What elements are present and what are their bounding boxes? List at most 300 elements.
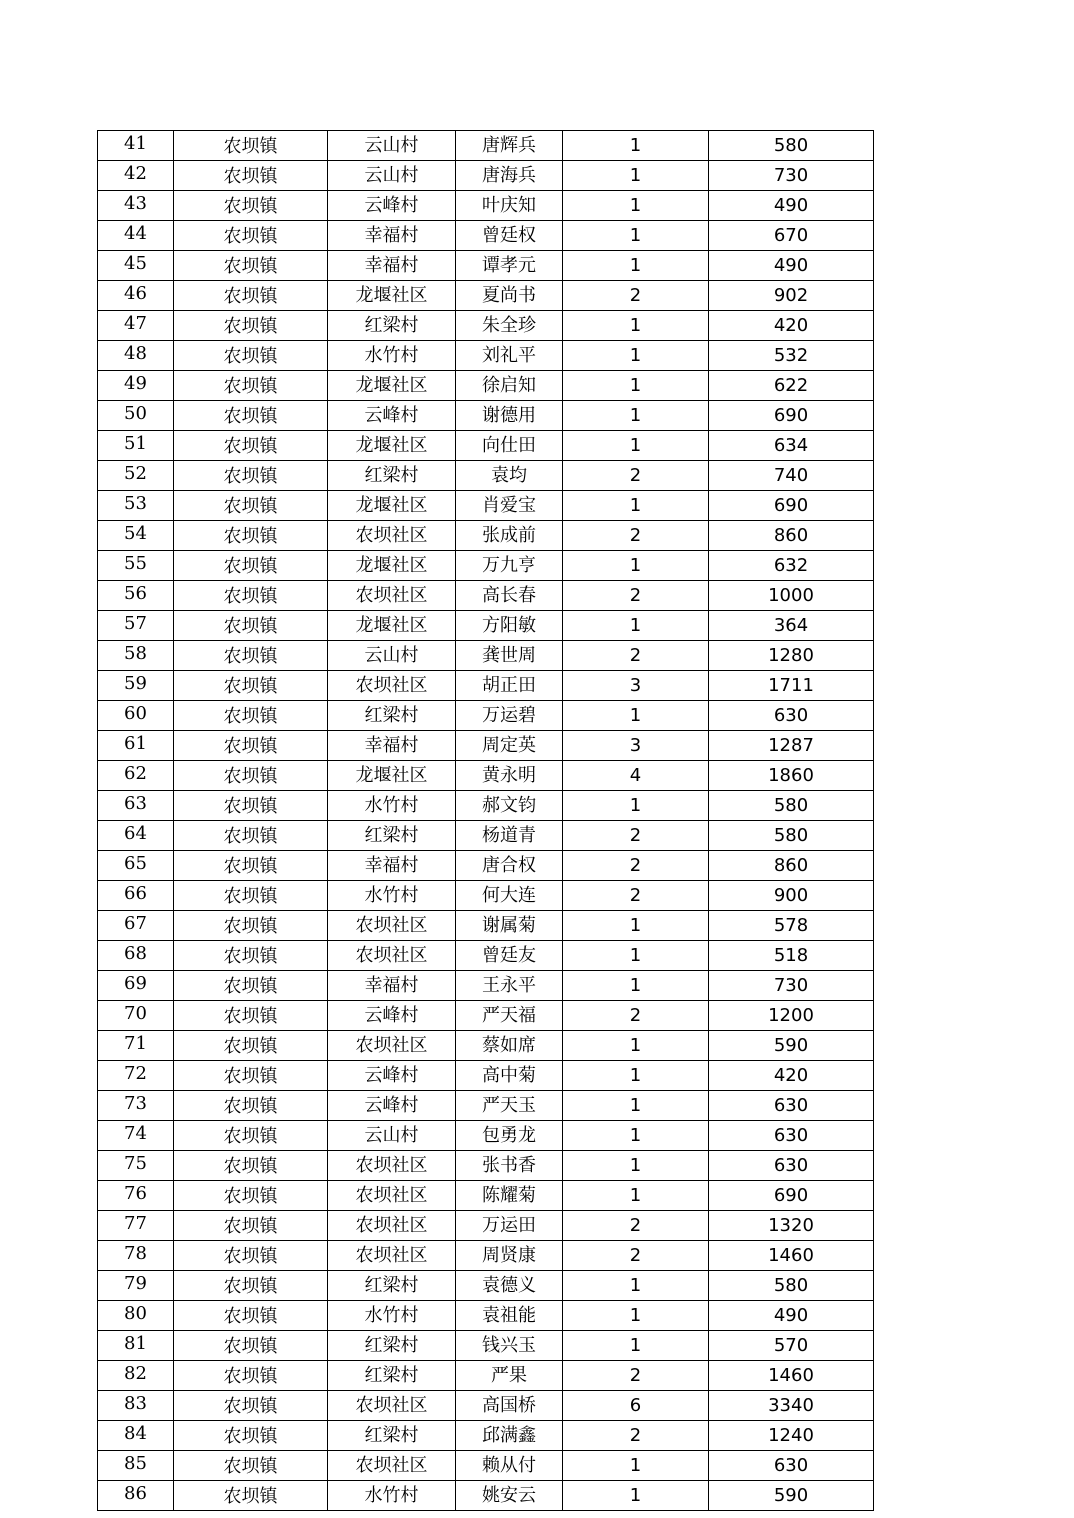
household-count-cell: 4: [563, 761, 709, 791]
town-cell: 农坝镇: [174, 581, 328, 611]
table-row: [98, 1361, 874, 1391]
town-cell: 农坝镇: [174, 941, 328, 971]
amount-cell: 570: [709, 1331, 874, 1361]
row-number-cell: 50: [98, 401, 174, 431]
table-row: [98, 251, 874, 281]
amount-cell: 532: [709, 341, 874, 371]
table-row: [98, 431, 874, 461]
household-count-cell: 2: [563, 851, 709, 881]
household-count-cell: 2: [563, 1211, 709, 1241]
household-count-cell: 1: [563, 401, 709, 431]
row-number-cell: 74: [98, 1121, 174, 1151]
town-cell: 农坝镇: [174, 641, 328, 671]
table-row: [98, 371, 874, 401]
household-count-cell: 1: [563, 1451, 709, 1481]
amount-cell: 578: [709, 911, 874, 941]
town-cell: 农坝镇: [174, 491, 328, 521]
household-count-cell: 1: [563, 251, 709, 281]
amount-cell: 420: [709, 1061, 874, 1091]
row-number-cell: 79: [98, 1271, 174, 1301]
row-number-cell: 59: [98, 671, 174, 701]
amount-cell: 364: [709, 611, 874, 641]
town-cell: 农坝镇: [174, 1391, 328, 1421]
village-cell: 龙堰社区: [328, 371, 456, 401]
name-cell: 张成前: [456, 521, 563, 551]
name-cell: 严果: [456, 1361, 563, 1391]
row-number-cell: 41: [98, 131, 174, 161]
village-cell: 水竹村: [328, 1301, 456, 1331]
town-cell: 农坝镇: [174, 191, 328, 221]
town-cell: 农坝镇: [174, 911, 328, 941]
row-number-cell: 64: [98, 821, 174, 851]
name-cell: 万运田: [456, 1211, 563, 1241]
name-cell: 谢德用: [456, 401, 563, 431]
amount-cell: 730: [709, 161, 874, 191]
name-cell: 向仕田: [456, 431, 563, 461]
row-number-cell: 67: [98, 911, 174, 941]
table-row: [98, 1001, 874, 1031]
name-cell: 周定英: [456, 731, 563, 761]
row-number-cell: 84: [98, 1421, 174, 1451]
name-cell: 刘礼平: [456, 341, 563, 371]
name-cell: 叶庆知: [456, 191, 563, 221]
table-row: [98, 281, 874, 311]
village-cell: 农坝社区: [328, 1211, 456, 1241]
amount-cell: 590: [709, 1481, 874, 1511]
amount-cell: 1860: [709, 761, 874, 791]
amount-cell: 490: [709, 1301, 874, 1331]
amount-cell: 1460: [709, 1361, 874, 1391]
household-count-cell: 2: [563, 821, 709, 851]
household-count-cell: 1: [563, 911, 709, 941]
row-number-cell: 82: [98, 1361, 174, 1391]
name-cell: 严天玉: [456, 1091, 563, 1121]
town-cell: 农坝镇: [174, 131, 328, 161]
household-count-cell: 1: [563, 341, 709, 371]
village-cell: 红梁村: [328, 701, 456, 731]
household-count-cell: 1: [563, 1481, 709, 1511]
village-cell: 水竹村: [328, 341, 456, 371]
table-row: [98, 461, 874, 491]
household-count-cell: 1: [563, 1061, 709, 1091]
amount-cell: 670: [709, 221, 874, 251]
town-cell: 农坝镇: [174, 401, 328, 431]
household-count-cell: 1: [563, 1301, 709, 1331]
row-number-cell: 63: [98, 791, 174, 821]
village-cell: 龙堰社区: [328, 491, 456, 521]
town-cell: 农坝镇: [174, 521, 328, 551]
village-cell: 农坝社区: [328, 581, 456, 611]
town-cell: 农坝镇: [174, 1151, 328, 1181]
town-cell: 农坝镇: [174, 551, 328, 581]
name-cell: 邱满鑫: [456, 1421, 563, 1451]
amount-cell: 632: [709, 551, 874, 581]
table-row: [98, 1091, 874, 1121]
name-cell: 谢属菊: [456, 911, 563, 941]
household-count-cell: 2: [563, 1001, 709, 1031]
household-count-cell: 1: [563, 1181, 709, 1211]
household-count-cell: 1: [563, 1031, 709, 1061]
row-number-cell: 81: [98, 1331, 174, 1361]
name-cell: 唐合权: [456, 851, 563, 881]
amount-cell: 3340: [709, 1391, 874, 1421]
amount-cell: 1320: [709, 1211, 874, 1241]
table-row: [98, 311, 874, 341]
name-cell: 袁均: [456, 461, 563, 491]
town-cell: 农坝镇: [174, 1361, 328, 1391]
name-cell: 姚安云: [456, 1481, 563, 1511]
table-row: [98, 1121, 874, 1151]
amount-cell: 630: [709, 701, 874, 731]
amount-cell: 1000: [709, 581, 874, 611]
town-cell: 农坝镇: [174, 1241, 328, 1271]
name-cell: 朱全珍: [456, 311, 563, 341]
table-row: [98, 131, 874, 161]
town-cell: 农坝镇: [174, 1181, 328, 1211]
village-cell: 龙堰社区: [328, 281, 456, 311]
table-row: [98, 1271, 874, 1301]
household-count-cell: 1: [563, 161, 709, 191]
town-cell: 农坝镇: [174, 761, 328, 791]
name-cell: 胡正田: [456, 671, 563, 701]
amount-cell: 1240: [709, 1421, 874, 1451]
amount-cell: 580: [709, 1271, 874, 1301]
amount-cell: 1287: [709, 731, 874, 761]
row-number-cell: 57: [98, 611, 174, 641]
row-number-cell: 60: [98, 701, 174, 731]
village-cell: 农坝社区: [328, 911, 456, 941]
amount-cell: 1711: [709, 671, 874, 701]
name-cell: 郝文钧: [456, 791, 563, 821]
amount-cell: 590: [709, 1031, 874, 1061]
village-cell: 幸福村: [328, 971, 456, 1001]
name-cell: 周贤康: [456, 1241, 563, 1271]
amount-cell: 1280: [709, 641, 874, 671]
town-cell: 农坝镇: [174, 1121, 328, 1151]
village-cell: 农坝社区: [328, 1241, 456, 1271]
village-cell: 红梁村: [328, 1421, 456, 1451]
row-number-cell: 65: [98, 851, 174, 881]
table-row: [98, 911, 874, 941]
town-cell: 农坝镇: [174, 1271, 328, 1301]
row-number-cell: 72: [98, 1061, 174, 1091]
village-cell: 云山村: [328, 161, 456, 191]
row-number-cell: 76: [98, 1181, 174, 1211]
name-cell: 包勇龙: [456, 1121, 563, 1151]
village-cell: 红梁村: [328, 821, 456, 851]
village-cell: 农坝社区: [328, 1031, 456, 1061]
name-cell: 万运碧: [456, 701, 563, 731]
village-cell: 云峰村: [328, 401, 456, 431]
row-number-cell: 61: [98, 731, 174, 761]
town-cell: 农坝镇: [174, 1061, 328, 1091]
town-cell: 农坝镇: [174, 221, 328, 251]
town-cell: 农坝镇: [174, 731, 328, 761]
row-number-cell: 69: [98, 971, 174, 1001]
village-cell: 龙堰社区: [328, 761, 456, 791]
household-count-cell: 1: [563, 1271, 709, 1301]
village-cell: 农坝社区: [328, 1151, 456, 1181]
row-number-cell: 53: [98, 491, 174, 521]
row-number-cell: 58: [98, 641, 174, 671]
amount-cell: 622: [709, 371, 874, 401]
town-cell: 农坝镇: [174, 251, 328, 281]
name-cell: 张书香: [456, 1151, 563, 1181]
row-number-cell: 48: [98, 341, 174, 371]
household-count-cell: 1: [563, 491, 709, 521]
amount-cell: 580: [709, 821, 874, 851]
name-cell: 严天福: [456, 1001, 563, 1031]
town-cell: 农坝镇: [174, 1031, 328, 1061]
table-row: [98, 881, 874, 911]
row-number-cell: 49: [98, 371, 174, 401]
table-row: [98, 1301, 874, 1331]
household-count-cell: 1: [563, 971, 709, 1001]
household-count-cell: 1: [563, 941, 709, 971]
amount-cell: 630: [709, 1151, 874, 1181]
row-number-cell: 62: [98, 761, 174, 791]
table-row: [98, 161, 874, 191]
name-cell: 龚世周: [456, 641, 563, 671]
amount-cell: 690: [709, 401, 874, 431]
name-cell: 唐海兵: [456, 161, 563, 191]
town-cell: 农坝镇: [174, 1451, 328, 1481]
table-row: [98, 731, 874, 761]
village-cell: 幸福村: [328, 851, 456, 881]
village-cell: 云峰村: [328, 1061, 456, 1091]
name-cell: 袁德义: [456, 1271, 563, 1301]
village-cell: 云峰村: [328, 1001, 456, 1031]
household-count-cell: 2: [563, 521, 709, 551]
town-cell: 农坝镇: [174, 611, 328, 641]
household-count-cell: 1: [563, 1151, 709, 1181]
row-number-cell: 56: [98, 581, 174, 611]
table-row: [98, 1421, 874, 1451]
row-number-cell: 52: [98, 461, 174, 491]
amount-cell: 690: [709, 1181, 874, 1211]
row-number-cell: 66: [98, 881, 174, 911]
row-number-cell: 51: [98, 431, 174, 461]
household-count-cell: 1: [563, 551, 709, 581]
amount-cell: 490: [709, 251, 874, 281]
amount-cell: 740: [709, 461, 874, 491]
table-row: [98, 1241, 874, 1271]
amount-cell: 730: [709, 971, 874, 1001]
data-table: [97, 130, 874, 1511]
village-cell: 农坝社区: [328, 1391, 456, 1421]
amount-cell: 580: [709, 791, 874, 821]
village-cell: 农坝社区: [328, 941, 456, 971]
town-cell: 农坝镇: [174, 341, 328, 371]
village-cell: 龙堰社区: [328, 611, 456, 641]
table-row: [98, 671, 874, 701]
village-cell: 水竹村: [328, 791, 456, 821]
household-count-cell: 2: [563, 641, 709, 671]
table-row: [98, 1331, 874, 1361]
amount-cell: 860: [709, 851, 874, 881]
village-cell: 农坝社区: [328, 521, 456, 551]
household-count-cell: 6: [563, 1391, 709, 1421]
table-row: [98, 761, 874, 791]
town-cell: 农坝镇: [174, 701, 328, 731]
name-cell: 肖爱宝: [456, 491, 563, 521]
amount-cell: 518: [709, 941, 874, 971]
table-row: [98, 341, 874, 371]
name-cell: 唐辉兵: [456, 131, 563, 161]
amount-cell: 902: [709, 281, 874, 311]
village-cell: 龙堰社区: [328, 431, 456, 461]
household-count-cell: 1: [563, 701, 709, 731]
name-cell: 王永平: [456, 971, 563, 1001]
row-number-cell: 86: [98, 1481, 174, 1511]
amount-cell: 900: [709, 881, 874, 911]
town-cell: 农坝镇: [174, 1091, 328, 1121]
table-row: [98, 791, 874, 821]
name-cell: 杨道青: [456, 821, 563, 851]
name-cell: 万九亨: [456, 551, 563, 581]
amount-cell: 490: [709, 191, 874, 221]
table-row: [98, 1391, 874, 1421]
village-cell: 龙堰社区: [328, 551, 456, 581]
row-number-cell: 42: [98, 161, 174, 191]
table-row: [98, 1451, 874, 1481]
village-cell: 红梁村: [328, 311, 456, 341]
table-row: [98, 1061, 874, 1091]
row-number-cell: 55: [98, 551, 174, 581]
table-row: [98, 1151, 874, 1181]
table-row: [98, 521, 874, 551]
name-cell: 赖从付: [456, 1451, 563, 1481]
village-cell: 农坝社区: [328, 1451, 456, 1481]
village-cell: 云山村: [328, 641, 456, 671]
household-count-cell: 2: [563, 581, 709, 611]
town-cell: 农坝镇: [174, 791, 328, 821]
table-row: [98, 221, 874, 251]
amount-cell: 690: [709, 491, 874, 521]
row-number-cell: 46: [98, 281, 174, 311]
household-count-cell: 2: [563, 1241, 709, 1271]
town-cell: 农坝镇: [174, 161, 328, 191]
household-count-cell: 2: [563, 281, 709, 311]
name-cell: 夏尚书: [456, 281, 563, 311]
table-row: [98, 491, 874, 521]
amount-cell: 860: [709, 521, 874, 551]
household-count-cell: 2: [563, 1361, 709, 1391]
village-cell: 红梁村: [328, 1331, 456, 1361]
row-number-cell: 78: [98, 1241, 174, 1271]
village-cell: 红梁村: [328, 1271, 456, 1301]
row-number-cell: 54: [98, 521, 174, 551]
town-cell: 农坝镇: [174, 1331, 328, 1361]
town-cell: 农坝镇: [174, 821, 328, 851]
household-count-cell: 1: [563, 131, 709, 161]
row-number-cell: 43: [98, 191, 174, 221]
table-row: [98, 1481, 874, 1511]
table-row: [98, 1031, 874, 1061]
village-cell: 云山村: [328, 1121, 456, 1151]
household-count-cell: 2: [563, 1421, 709, 1451]
household-count-cell: 3: [563, 671, 709, 701]
table-body: [98, 131, 874, 1511]
row-number-cell: 68: [98, 941, 174, 971]
name-cell: 曾廷权: [456, 221, 563, 251]
town-cell: 农坝镇: [174, 1421, 328, 1451]
name-cell: 曾廷友: [456, 941, 563, 971]
town-cell: 农坝镇: [174, 461, 328, 491]
table-row: [98, 641, 874, 671]
village-cell: 红梁村: [328, 1361, 456, 1391]
table-row: [98, 941, 874, 971]
table-row: [98, 821, 874, 851]
household-count-cell: 1: [563, 1091, 709, 1121]
name-cell: 谭孝元: [456, 251, 563, 281]
name-cell: 陈耀菊: [456, 1181, 563, 1211]
town-cell: 农坝镇: [174, 851, 328, 881]
name-cell: 钱兴玉: [456, 1331, 563, 1361]
amount-cell: 1200: [709, 1001, 874, 1031]
table-row: [98, 401, 874, 431]
village-cell: 云山村: [328, 131, 456, 161]
table-row: [98, 971, 874, 1001]
amount-cell: 634: [709, 431, 874, 461]
row-number-cell: 70: [98, 1001, 174, 1031]
name-cell: 徐启知: [456, 371, 563, 401]
village-cell: 农坝社区: [328, 671, 456, 701]
town-cell: 农坝镇: [174, 281, 328, 311]
village-cell: 云峰村: [328, 191, 456, 221]
row-number-cell: 85: [98, 1451, 174, 1481]
name-cell: 高中菊: [456, 1061, 563, 1091]
household-count-cell: 3: [563, 731, 709, 761]
amount-cell: 580: [709, 131, 874, 161]
row-number-cell: 44: [98, 221, 174, 251]
village-cell: 水竹村: [328, 881, 456, 911]
row-number-cell: 73: [98, 1091, 174, 1121]
household-count-cell: 1: [563, 1121, 709, 1151]
row-number-cell: 75: [98, 1151, 174, 1181]
name-cell: 袁祖能: [456, 1301, 563, 1331]
town-cell: 农坝镇: [174, 1301, 328, 1331]
amount-cell: 630: [709, 1451, 874, 1481]
household-count-cell: 1: [563, 791, 709, 821]
table-row: [98, 551, 874, 581]
household-count-cell: 1: [563, 191, 709, 221]
row-number-cell: 45: [98, 251, 174, 281]
village-cell: 农坝社区: [328, 1181, 456, 1211]
village-cell: 云峰村: [328, 1091, 456, 1121]
town-cell: 农坝镇: [174, 881, 328, 911]
household-count-cell: 1: [563, 371, 709, 401]
town-cell: 农坝镇: [174, 971, 328, 1001]
table-row: [98, 611, 874, 641]
town-cell: 农坝镇: [174, 431, 328, 461]
town-cell: 农坝镇: [174, 1211, 328, 1241]
village-cell: 红梁村: [328, 461, 456, 491]
household-count-cell: 1: [563, 431, 709, 461]
amount-cell: 1460: [709, 1241, 874, 1271]
household-count-cell: 1: [563, 611, 709, 641]
name-cell: 何大连: [456, 881, 563, 911]
household-count-cell: 1: [563, 1331, 709, 1361]
table-row: [98, 191, 874, 221]
village-cell: 幸福村: [328, 221, 456, 251]
household-count-cell: 2: [563, 461, 709, 491]
household-count-cell: 2: [563, 881, 709, 911]
town-cell: 农坝镇: [174, 371, 328, 401]
town-cell: 农坝镇: [174, 1001, 328, 1031]
name-cell: 高长春: [456, 581, 563, 611]
town-cell: 农坝镇: [174, 311, 328, 341]
